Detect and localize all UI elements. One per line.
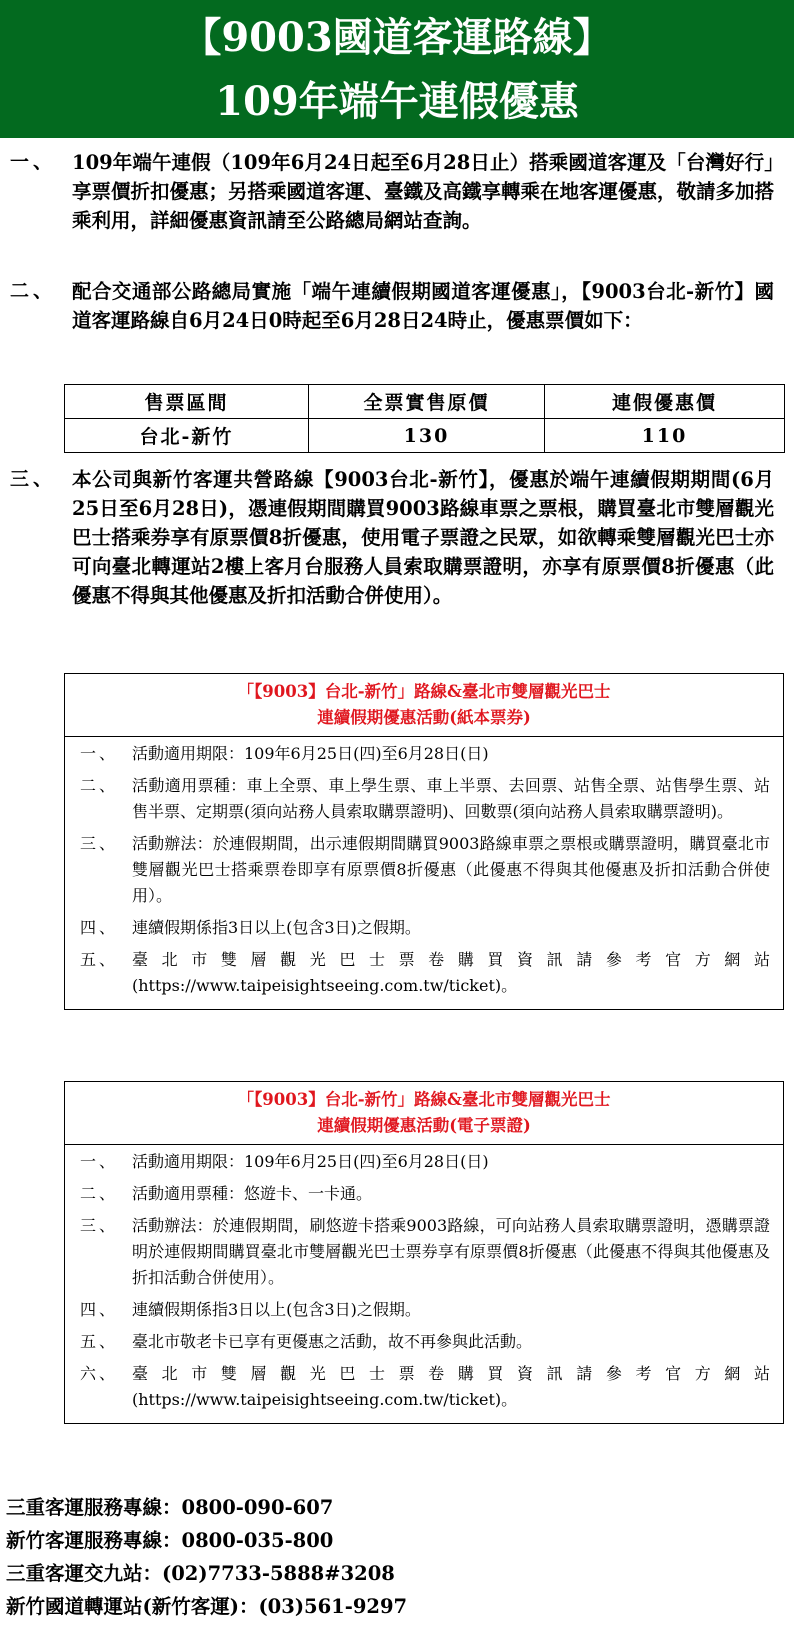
- list-item: [65, 1329, 783, 1355]
- item-number: 三、: [80, 1216, 119, 1235]
- list-item: [65, 1361, 783, 1413]
- item-number: 四、: [80, 918, 119, 937]
- electronic-ticket-promo-box: [64, 1081, 784, 1424]
- box-title-line: 連續假期優惠活動(紙本票券): [317, 708, 531, 727]
- price-table: [64, 384, 785, 453]
- item-text: 活動適用票種：車上全票、車上學生票、車上半票、去回票、站售全票、站售學生票、站售半票、定期票(須向站務人員索取購票證明)、回數票(須向站務人員索取購票證明)。: [132, 776, 770, 821]
- section-text: 配合交通部公路總局實施「端午連續假期國道客運優惠」，【9003台北-新竹】國道客運路線自6月24日0時起至6月28日24時止，優惠票價如下：: [72, 280, 774, 332]
- cell-holiday-price: 110: [545, 419, 785, 453]
- box-title-line: 「【9003】台北-新竹」路線&臺北市雙層觀光巴士: [237, 1090, 611, 1109]
- item-number: 二、: [80, 776, 119, 795]
- contact-line: 三重客運交九站：(02)7733-5888#3208: [6, 1562, 395, 1585]
- list-item: [65, 831, 783, 909]
- contact-line: 三重客運服務專線：0800-090-607: [6, 1496, 334, 1519]
- item-text: 活動辦法：於連假期間，刷悠遊卡搭乘9003路線，可向站務人員索取購票證明，憑購票證明於連假期間購買臺北市雙層觀光巴士票券享有原票價8折優惠（此優惠不得與其他優惠及折扣活動合併使用）。: [132, 1216, 770, 1287]
- item-text: 活動適用期限：109年6月25日(四)至6月28日(日): [132, 744, 489, 763]
- section-number: 三、: [10, 468, 57, 490]
- list-item: [65, 947, 783, 999]
- item-number: 四、: [80, 1300, 119, 1319]
- section-number: 一、: [10, 151, 57, 173]
- page-title: 【9003國道客運路線】: [181, 14, 613, 61]
- table-header-row: [65, 385, 785, 419]
- item-number: 一、: [80, 744, 119, 763]
- item-number: 五、: [80, 950, 119, 969]
- page-subtitle: 109年端午連假優惠: [215, 78, 579, 125]
- item-number: 三、: [80, 834, 119, 853]
- list-item: [65, 1297, 783, 1323]
- list-item: [65, 1213, 783, 1291]
- item-text: 連續假期係指3日以上(包含3日)之假期。: [132, 1300, 421, 1319]
- header-holiday-price: 連假優惠價: [545, 385, 785, 419]
- list-item: [65, 741, 783, 767]
- header-ticket-range: 售票區間: [65, 385, 309, 419]
- item-text: 活動辦法：於連假期間，出示連假期間購買9003路線車票之票根或購票證明，購買臺北市雙層觀光巴士搭乘票卷即享有原票價8折優惠（此優惠不得與其他優惠及折扣活動合併使用）。: [132, 834, 770, 905]
- item-text: 連續假期係指3日以上(包含3日)之假期。: [132, 918, 421, 937]
- item-text: 臺北市雙層觀光巴士票卷購買資訊請參考官方網站(https://www.taipeisightseeing.com.tw/ticket)。: [132, 950, 770, 995]
- item-number: 六、: [80, 1364, 119, 1383]
- item-text: 活動適用票種：悠遊卡、一卡通。: [132, 1184, 373, 1203]
- contact-line: 新竹客運服務專線：0800-035-800: [6, 1529, 334, 1552]
- item-text: 活動適用期限：109年6月25日(四)至6月28日(日): [132, 1152, 489, 1171]
- list-item: [65, 1149, 783, 1175]
- header-original-price: 全票實售原價: [309, 385, 545, 419]
- section-text: 109年端午連假（109年6月24日起至6月28日止）搭乘國道客運及「台灣好行」享票價折扣優惠；另搭乘國道客運、臺鐵及高鐵享轉乘在地客運優惠，敬請多加搭乘利用，詳細優惠資訊請至公路總局網站查詢。: [72, 151, 775, 232]
- item-number: 五、: [80, 1332, 119, 1351]
- section-number: 二、: [10, 280, 57, 302]
- cell-route: 台北-新竹: [65, 419, 309, 453]
- contact-line: 新竹國道轉運站(新竹客運)：(03)561-9297: [6, 1595, 408, 1618]
- item-number: 一、: [80, 1152, 119, 1171]
- item-number: 二、: [80, 1184, 119, 1203]
- title-banner: [0, 0, 794, 138]
- item-text: 臺北市雙層觀光巴士票卷購買資訊請參考官方網站(https://www.taipeisightseeing.com.tw/ticket)。: [132, 1364, 770, 1409]
- paper-ticket-promo-box: [64, 673, 784, 1010]
- table-row: [65, 419, 785, 453]
- section-text: 本公司與新竹客運共營路線【9003台北-新竹】，優惠於端午連續假期期間(6月25日至6月28日)，憑連假期間購買9003路線車票之票根，購買臺北市雙層觀光巴士搭乘券享有原票價8折優惠，使用電子票證之民眾，如欲轉乘雙層觀光巴士亦可向臺北轉運站2樓上客月台服務人員索取購票證明，亦享有原票價8折優惠（此優惠不得與其他優惠及折扣活動合併使用）。: [72, 468, 774, 607]
- list-item: [65, 773, 783, 825]
- box-title-line: 連續假期優惠活動(電子票證): [317, 1116, 531, 1135]
- item-text: 臺北市敬老卡已享有更優惠之活動，故不再參與此活動。: [132, 1332, 533, 1351]
- box-title: [65, 674, 783, 737]
- cell-original-price: 130: [309, 419, 545, 453]
- list-item: [65, 1181, 783, 1207]
- box-title-line: 「【9003】台北-新竹」路線&臺北市雙層觀光巴士: [237, 682, 611, 701]
- box-title: [65, 1082, 783, 1145]
- list-item: [65, 915, 783, 941]
